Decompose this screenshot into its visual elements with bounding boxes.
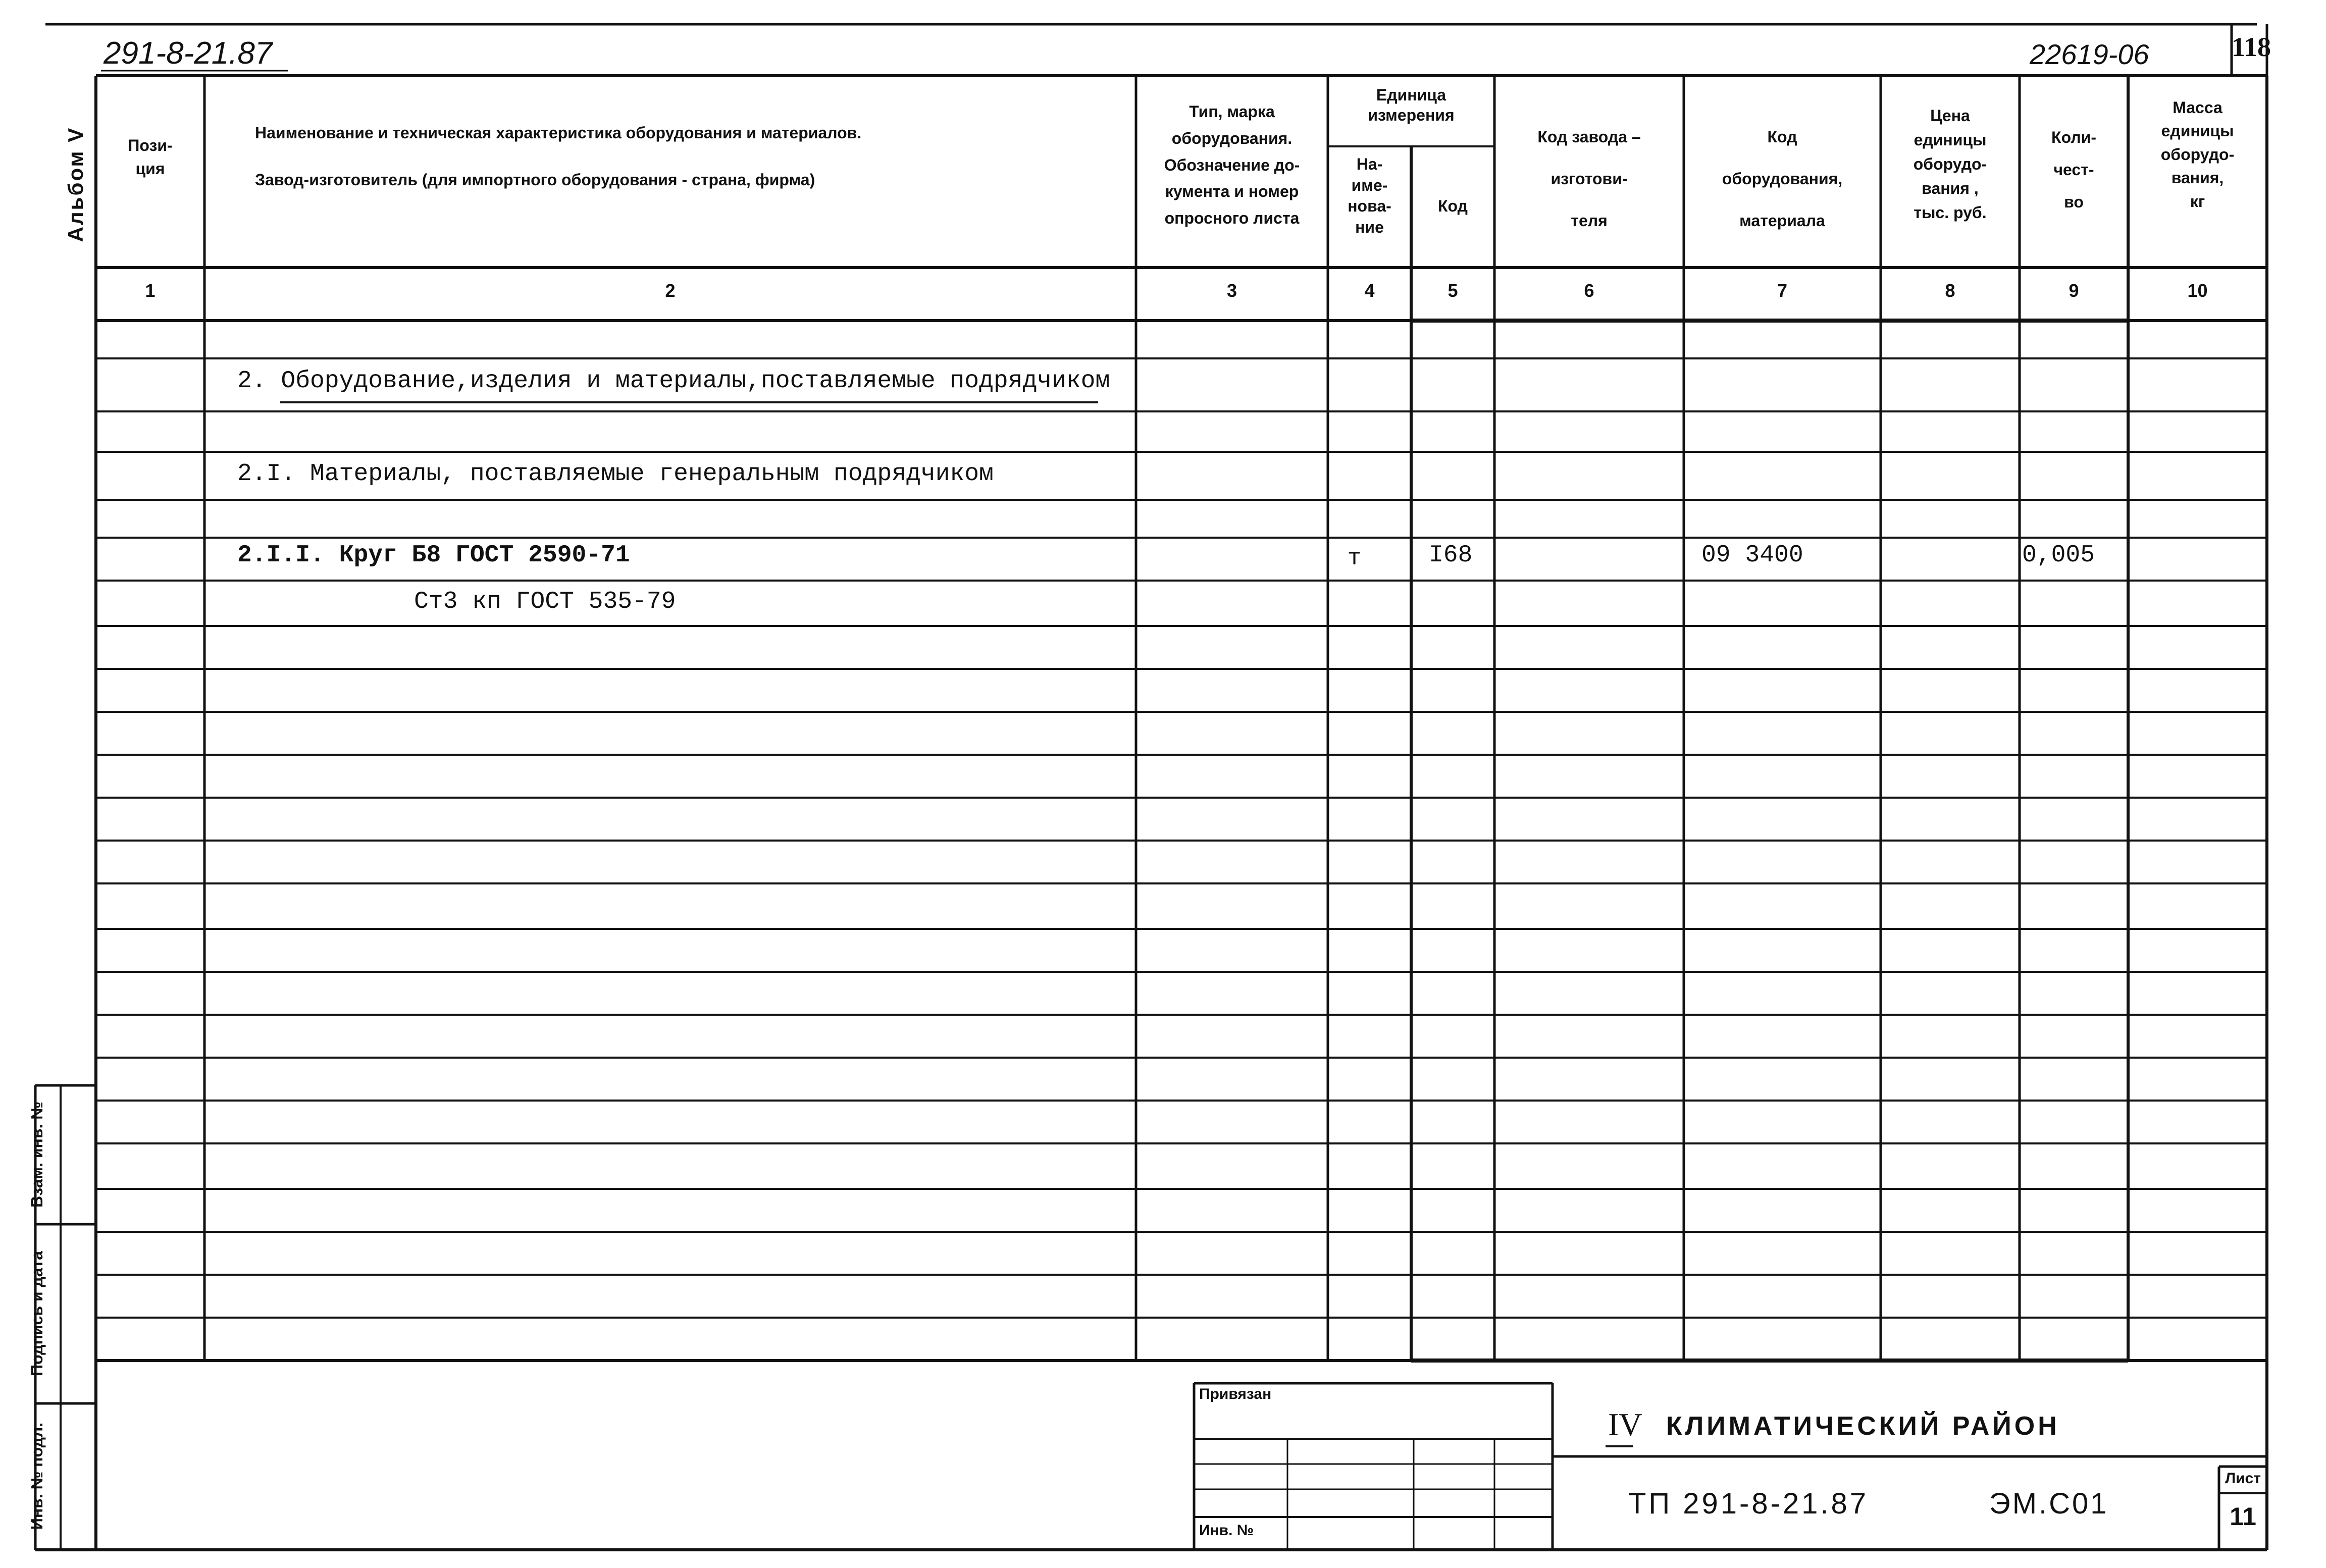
sheet-number: 11 <box>2230 1502 2256 1531</box>
climate-roman: IV <box>1608 1406 1642 1442</box>
col-header-unit-name: На- име- нова- ние <box>1348 155 1391 236</box>
col-number-5: 5 <box>1448 280 1458 301</box>
project-code-handwritten: 291-8-21.87 <box>104 36 273 71</box>
col-header-material-code: Код оборудования, материала <box>1722 128 1843 230</box>
col-number-10: 10 <box>2187 280 2208 301</box>
col-header-maker-code: Код завода – изготови- теля <box>1537 128 1641 230</box>
inv-no-label: Инв. № <box>1199 1522 1254 1539</box>
doc-code: ЭМ.С01 <box>1989 1487 2109 1520</box>
col-header-price: Цена единицы оборудо- вания , тыс. руб. <box>1913 107 1987 222</box>
col-header-unit-group: Единица измерения <box>1368 86 1455 124</box>
item-quantity: 0,005 <box>2022 542 2095 569</box>
side-stamp-vzam-inv: Взам. инв. № <box>28 1102 46 1208</box>
item-name-line2: Ст3 кп ГОСТ 535-79 <box>414 588 676 615</box>
section-title: 2. Оборудование,изделия и материалы,поставляемые подрядчиком <box>237 368 1110 395</box>
doc-number-handwritten: 22619-06 <box>2030 38 2149 70</box>
col-header-quantity: Коли- чест- во <box>2051 128 2096 211</box>
col-header-name: Наименование и техническая характеристика оборудования и материалов. Завод-изготовитель (для импортного оборудования - страна, фирма) <box>255 124 862 189</box>
col-number-8: 8 <box>1945 280 1955 301</box>
item-material-code: 09 3400 <box>1701 542 1803 569</box>
col-header-unit-code: Код <box>1438 197 1468 215</box>
item-unit-name: т <box>1347 545 1362 571</box>
climate-text: КЛИМАТИЧЕСКИЙ РАЙОН <box>1666 1412 2060 1441</box>
side-stamp-inv-podl: Инв. № подл. <box>28 1422 46 1530</box>
col-header-type: Тип, марка оборудования. Обозначение до- кумента и номер опросного листа <box>1164 102 1300 228</box>
subsection-title: 2.I. Материалы, поставляемые генеральным подрядчиком <box>237 460 994 488</box>
col-number-4: 4 <box>1364 280 1375 301</box>
privyazan-label: Привязан <box>1199 1386 1272 1402</box>
project-code: ТП 291-8-21.87 <box>1628 1487 1869 1520</box>
item-unit-code: I68 <box>1429 542 1473 569</box>
col-header-position: Пози- ция <box>128 136 173 178</box>
col-number-7: 7 <box>1777 280 1788 301</box>
col-number-3: 3 <box>1226 280 1237 301</box>
album-label: Альбом V <box>64 126 87 242</box>
sheet-label: Лист <box>2225 1470 2261 1487</box>
col-number-6: 6 <box>1584 280 1594 301</box>
side-stamp-podpis-data: Подпись и дата <box>28 1251 46 1376</box>
col-number-9: 9 <box>2069 280 2079 301</box>
sheet-corner-number: 118 <box>2232 32 2271 62</box>
col-number-1: 1 <box>145 280 156 301</box>
col-header-mass: Масса единицы оборудо- вания, кг <box>2160 98 2235 211</box>
col-number-2: 2 <box>665 280 676 301</box>
item-name: 2.I.I. Круг Б8 ГОСТ 2590-71 <box>237 542 630 569</box>
